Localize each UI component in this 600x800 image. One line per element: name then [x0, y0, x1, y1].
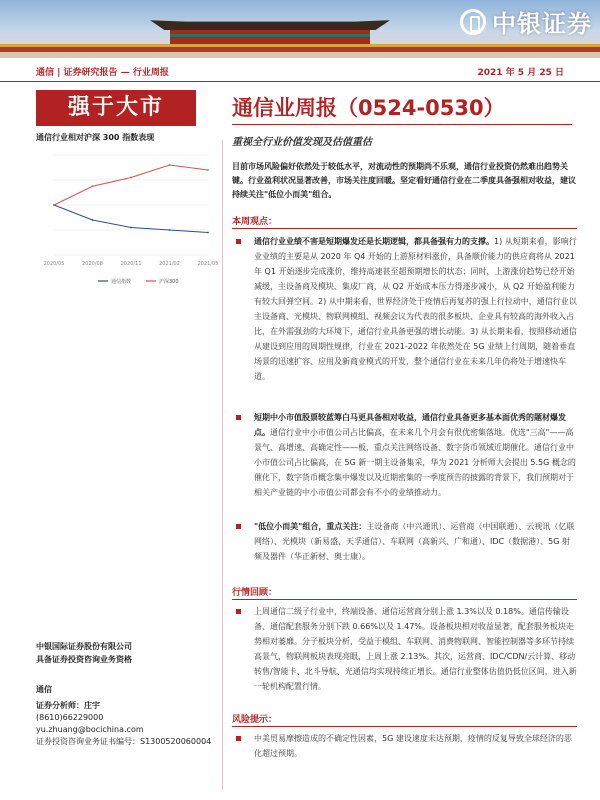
view-text: 通信行业中小市值公司占比偏高，在未来几个月会有很优密集落地。优选"三高"——高景气、高增速、高确定性——板，重点关注网络设备、数字货币领域近期催化。通信行业中小市值公司占比偏高，在 5G 新一期主设备集采，华为 2021 分析师大会提出 5.5G 概念的催化下，数字货币概念集中爆发以及近期密集的一季度预告的披露的背景下，我们预期对于相关产业链的中小市值公司都会有不小的业绩推动力。: [254, 428, 576, 497]
chart-point: [169, 164, 171, 166]
market-heading: 行情回顾：: [232, 588, 278, 598]
view-item-1: [232, 234, 577, 384]
chart-point: [169, 229, 171, 231]
report-category: 通信 | 证券研究报告 — 行业周报: [36, 68, 169, 78]
view-text: 主设备商（中兴通讯）、运营商（中国联通）、云视讯（亿联网络）、光模块（新易盛、天孚通信）、车联网（高新兴、广和通）、IDC（数据港）、5G 射频及器件（华正新材、奥士康）。: [254, 522, 575, 561]
report-date: 2021 年 5 月 25 日: [477, 68, 564, 78]
chart-point: [92, 185, 94, 187]
legend-label: 沪深300: [159, 279, 179, 285]
chart-point: [130, 227, 132, 229]
column-divider: [222, 140, 223, 790]
risk-rule: [232, 726, 577, 727]
analyst-phone: (8610)66229000: [36, 713, 104, 722]
views-rule: [232, 228, 577, 229]
company-license: 具备证券投资咨询业务资格: [36, 655, 132, 664]
chart-point: [207, 169, 209, 171]
risk-heading: 风险提示：: [232, 715, 278, 725]
boc-coin-icon: [460, 9, 486, 35]
bullet-square-icon: [236, 524, 241, 529]
analyst-license: 证券投资咨询业务证书编号：S1300520060004: [36, 737, 212, 746]
chart-point: [130, 177, 132, 179]
views-heading: 本周观点：: [232, 217, 278, 227]
view-item-2: [232, 410, 577, 500]
view-text: 1) 从短期来看，影响行业业绩的主要是从 2020 年 Q4 开始的上游原材料涨价，具备顺价能力的供应商将从 2021 年 Q1 开始逐步完成涨价，维持高速甚至超预期增长的状态；同时，上游涨价趋势已经开始减缓，主设备商及模块、集成厂商，从 Q2 开始成本压力得逐步减小，从 Q2 开始盈利能力有较大回弹空间。2) 从中期来看，世界经济处于疫情后再复苏的强上行拉动中，通信行业以主设备商、光模块、物联网模组、视频会议为代表的很多板块、企业具有较高的海外收入占比，在外需强劲的大环境下，通信行业具备更强的增长动能。3) 从长期来看，按照移动通信从建设到应用的周期性规律，行业在 2021-2022 年依然处在 5G 业绩上行周期，随着垂直场景的迅速扩容、应用及新商业模式的开发，整个通信行业在未来几年仍将处于增速快车道。: [254, 237, 577, 381]
header-banner: [0, 0, 600, 58]
view-lead: "低位小而美"组合，重点关注：: [254, 522, 367, 531]
chart-x-tick-label: 2021/05: [197, 261, 219, 267]
palace-roof: [150, 16, 390, 30]
view-lead: 短期中小市值股票较蓝筹白马更具备相对收益，通信行业具备更多基本面优秀的题材爆发点。: [254, 413, 566, 437]
chart-point: [92, 219, 94, 221]
chart-point: [53, 204, 55, 206]
logo-text: 中银证券: [492, 10, 592, 38]
company-name: 中银国际证券股份有限公司: [36, 642, 132, 651]
risk-warning: [232, 731, 577, 761]
report-summary: 目前市场风险偏好依然处于较低水平，对流动性的预期尚不乐观，通信行业投资仍然难出趋势关键。行业盈利状况显著改善，市场关注度回暖。坚定看好通信行业在二季度具备强相对收益，建议持续关注"低位小而美"组合。: [232, 162, 576, 199]
chart-x-tick-label: 2020/05: [43, 261, 65, 267]
palace-ground: [0, 52, 600, 58]
legend-label: 通信指数: [111, 279, 132, 285]
performance-chart: [36, 143, 219, 293]
chart-svg: [36, 143, 219, 293]
title-divider: [232, 124, 572, 125]
chart-title: 通信行业相对沪深 300 指数表现: [36, 133, 155, 142]
page-title: 通信业周报（0524-0530）: [232, 96, 505, 120]
page-subtitle: 重视全行业价值发现及估值重估: [232, 137, 372, 148]
chart-x-tick-label: 2020/11: [120, 261, 142, 267]
bullet-square-icon: [236, 239, 241, 244]
analyst-email: yu.zhuang@bocichina.com: [36, 725, 144, 734]
report-subbar: [0, 60, 600, 82]
market-text: 上周通信二级子行业中，终端设备、通信运营商分别上涨 1.3%以及 0.18%。通信传输设备、通信配套服务分别下跌 0.66%以及 1.47%。设备板块相对收益显著，配套服务板块走势相对萎靡。分子板块分析，受益于模组、车联网、消费物联网、智能控制器等多环节持续高景气，物联网板块表现亮眼，上周上涨 2.13%。其次，运营商、IDC/CDN/云计算、移动转售/智能卡、北斗导航、光通信均实现持续正增长。通信行业整体估值仍低位区间，进入新一轮机构配置行情。: [254, 607, 577, 691]
bullet-square-icon: [236, 415, 241, 420]
view-item-3: [232, 519, 577, 564]
market-rule: [232, 599, 577, 600]
chart-point: [207, 232, 209, 234]
sector-name: 通信: [36, 685, 52, 694]
chart-x-tick-label: 2021/02: [159, 261, 180, 267]
analyst-name: 证券分析师：庄宇: [36, 701, 100, 710]
market-review: [232, 604, 577, 694]
analyst-block: [36, 700, 226, 748]
brand-logo: [460, 4, 592, 39]
company-block: [36, 640, 216, 666]
view-lead: 通信行业业绩不害是短期爆发还是长期逻辑，都具备强有力的支撑。: [254, 237, 494, 246]
bullet-square-icon: [236, 609, 241, 614]
bullet-square-icon: [236, 736, 241, 741]
risk-text: 中美贸易摩擦造成的不确定性因素，5G 建设速度未达预期，疫情的反复导致全球经济的恶化超过预期。: [254, 734, 572, 758]
chart-x-tick-label: 2020/08: [82, 261, 103, 267]
rating-badge: 强于大市: [36, 90, 196, 126]
